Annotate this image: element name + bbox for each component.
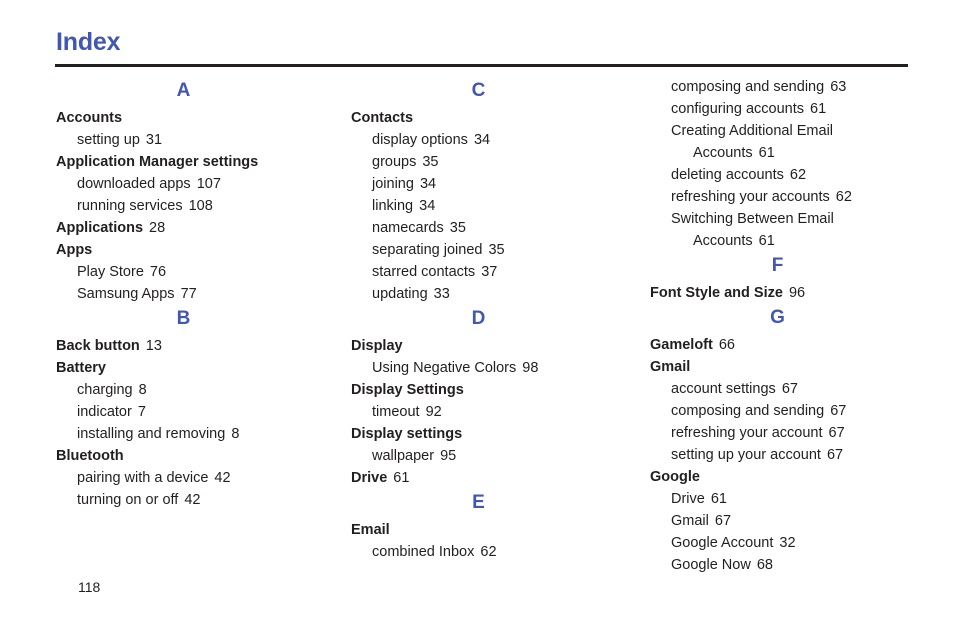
index-entry-subitem[interactable] — [351, 151, 634, 173]
index-entry-page-locator: 35 — [445, 220, 466, 236]
index-entry-heading[interactable] — [351, 379, 634, 401]
index-entry-label: Applications — [56, 220, 144, 236]
index-entry-subitem[interactable] — [351, 239, 634, 261]
index-entry-label: Battery — [56, 360, 106, 376]
index-entry-label: deleting accounts — [671, 167, 784, 183]
index-entry-page-locator: 37 — [477, 264, 498, 280]
index-entry-subitem[interactable] — [351, 129, 634, 151]
index-entry-page-locator: 8 — [134, 382, 147, 398]
index-entry-subitem[interactable] — [56, 467, 339, 489]
index-entry-page-locator: 7 — [133, 404, 146, 420]
section-letter-d: D — [471, 308, 486, 329]
index-entry-label: Accounts — [56, 110, 123, 126]
index-entry-label: Drive — [351, 470, 388, 486]
index-entry-continuation — [671, 142, 933, 164]
index-entry-label: Gmail — [650, 359, 691, 375]
index-entry-page-locator: 42 — [210, 470, 231, 486]
index-entry-label: Application Manager settings — [56, 154, 259, 170]
index-entry-label: Switching Between Email — [671, 211, 834, 227]
index-entry-page-locator: 96 — [784, 285, 806, 301]
index-entry-heading[interactable] — [650, 466, 933, 488]
index-entry-label: account settings — [671, 381, 776, 397]
index-entry-subitem[interactable] — [351, 217, 634, 239]
section-letter-c: C — [471, 80, 486, 101]
index-entry-page-locator: 92 — [421, 404, 442, 420]
index-entry-label: Gmail — [671, 513, 709, 529]
index-entry-continuation-label: Accounts — [693, 145, 753, 161]
index-entry-subitem[interactable] — [650, 76, 933, 98]
index-entry-label: Using Negative Colors — [372, 360, 517, 376]
index-entry-page-locator: 62 — [476, 544, 497, 560]
index-entry-label: Bluetooth — [56, 448, 124, 464]
index-entry-subitem[interactable] — [351, 445, 634, 467]
index-entry-subitem[interactable] — [56, 261, 339, 283]
index-entry-subitem[interactable] — [650, 378, 933, 400]
index-entry-subitem[interactable] — [351, 401, 634, 423]
index-entry-heading[interactable] — [351, 519, 634, 541]
index-entry-label: wallpaper — [372, 448, 435, 464]
index-entry-subitem[interactable] — [650, 532, 933, 554]
index-entry-label: composing and sending — [671, 403, 825, 419]
index-entry-label: Google Now — [671, 557, 751, 573]
index-entry-subitem[interactable] — [56, 195, 339, 217]
index-entry-subitem[interactable] — [650, 120, 933, 164]
index-entry-heading[interactable] — [56, 239, 339, 261]
index-entry-label: turning on or off — [77, 492, 179, 508]
index-entry-heading[interactable] — [56, 357, 339, 379]
index-entry-subitem[interactable] — [650, 444, 933, 466]
index-entry-page-locator: 67 — [822, 447, 844, 463]
index-entry-subitem[interactable] — [56, 283, 339, 305]
index-entry-page-locator: 63 — [826, 79, 847, 95]
index-entry-label: Drive — [671, 491, 705, 507]
index-entry-label: pairing with a device — [77, 470, 209, 486]
index-entry-heading[interactable] — [56, 217, 339, 239]
index-entry-label: Play Store — [77, 264, 144, 280]
index-entry-page-locator: 62 — [831, 189, 852, 205]
index-entry-page-locator: 67 — [824, 425, 845, 441]
section-letter-g: G — [770, 307, 785, 328]
index-entry-page-locator: 61 — [806, 101, 827, 117]
index-entry-subitem[interactable] — [650, 510, 933, 532]
index-entry-label: Email — [351, 522, 390, 538]
index-columns — [0, 76, 954, 576]
index-entry-page-locator: 32 — [775, 535, 796, 551]
section-letter-e: E — [472, 492, 485, 513]
index-entry-label: timeout — [372, 404, 420, 420]
index-entry-page-locator: 68 — [752, 557, 773, 573]
index-entry-page-locator: 35 — [418, 154, 439, 170]
index-entry-label: refreshing your accounts — [671, 189, 830, 205]
index-entry-label: Google Account — [671, 535, 774, 551]
index-entry-page-locator: 62 — [785, 167, 807, 183]
index-entry-page-locator: 76 — [145, 264, 167, 280]
index-entry-label: Display settings — [351, 426, 463, 442]
column-2 — [351, 76, 634, 563]
index-entry-page-locator: 34 — [469, 132, 491, 148]
index-entry-label: separating joined — [372, 242, 483, 258]
index-entry-label: Back button — [56, 338, 140, 354]
index-entry-label: Samsung Apps — [77, 286, 175, 302]
index-entry-page-locator: 34 — [415, 198, 436, 214]
index-entry-subitem[interactable] — [351, 173, 634, 195]
index-entry-page-locator: 35 — [484, 242, 505, 258]
index-entry-page-locator: 28 — [145, 220, 166, 236]
index-entry-page-locator: 107 — [192, 176, 221, 192]
index-entry-continuation-label: Accounts — [693, 233, 753, 249]
section-letter-f: F — [771, 255, 784, 276]
index-entry-subitem[interactable] — [650, 186, 933, 208]
index-entry-page-locator: 61 — [754, 233, 775, 249]
page-title: Index — [56, 28, 121, 56]
index-entry-subitem[interactable] — [650, 488, 933, 510]
index-entry-page-locator: 77 — [176, 286, 197, 302]
index-entry-label: namecards — [372, 220, 444, 236]
index-entry-heading[interactable] — [351, 467, 634, 489]
index-entry-label: display options — [372, 132, 468, 148]
index-entry-page-locator: 42 — [180, 492, 201, 508]
section-letter-a: A — [176, 80, 191, 101]
index-entry-label: composing and sending — [671, 79, 825, 95]
index-entry-page-locator: 67 — [710, 513, 732, 529]
index-entry-subitem[interactable] — [351, 541, 634, 563]
index-entry-subitem[interactable] — [650, 400, 933, 422]
index-entry-heading[interactable] — [650, 334, 933, 356]
index-entry-label: charging — [77, 382, 133, 398]
index-entry-subitem[interactable] — [650, 208, 933, 252]
index-entry-heading[interactable] — [56, 445, 339, 467]
index-entry-heading[interactable] — [56, 151, 339, 173]
index-entry-label: combined Inbox — [372, 544, 475, 560]
index-entry-page-locator: 67 — [777, 381, 798, 397]
index-entry-continuation — [671, 230, 933, 252]
index-entry-label: Display — [351, 338, 403, 354]
index-entry-label: joining — [372, 176, 414, 192]
index-entry-page-locator: 8 — [227, 426, 240, 442]
index-entry-page-locator: 67 — [826, 403, 847, 419]
index-entry-subitem[interactable] — [56, 489, 339, 511]
index-entry-subitem[interactable] — [650, 554, 933, 576]
index-entry-page-locator: 98 — [518, 360, 539, 376]
index-entry-subitem[interactable] — [351, 195, 634, 217]
index-entry-subitem[interactable] — [351, 261, 634, 283]
index-entry-label: Contacts — [351, 110, 414, 126]
index-entry-heading[interactable] — [56, 107, 339, 129]
index-entry-subitem[interactable] — [351, 357, 634, 379]
index-entry-label: groups — [372, 154, 417, 170]
index-entry-label: running services — [77, 198, 183, 214]
index-entry-page-locator: 31 — [141, 132, 163, 148]
index-entry-page-locator: 108 — [184, 198, 213, 214]
index-entry-label: Display Settings — [351, 382, 464, 398]
index-entry-subitem[interactable] — [56, 423, 339, 445]
index-entry-heading[interactable] — [650, 282, 933, 304]
index-entry-subitem[interactable] — [650, 98, 933, 120]
index-entry-label: Google — [650, 469, 700, 485]
index-entry-label: setting up — [77, 132, 140, 148]
page-number: 118 — [78, 579, 101, 595]
index-entry-label: linking — [372, 198, 414, 214]
index-entry-subitem[interactable] — [650, 164, 933, 186]
index-entry-label: setting up your account — [671, 447, 821, 463]
index-entry-page-locator: 61 — [389, 470, 410, 486]
index-entry-heading[interactable] — [56, 335, 339, 357]
index-entry-heading[interactable] — [351, 423, 634, 445]
index-entry-label: downloaded apps — [77, 176, 191, 192]
index-entry-label: installing and removing — [77, 426, 226, 442]
column-3 — [650, 76, 933, 576]
title-divider — [55, 64, 908, 67]
index-entry-subitem[interactable] — [56, 173, 339, 195]
index-entry-page-locator: 34 — [415, 176, 437, 192]
index-entry-page-locator: 61 — [706, 491, 728, 507]
index-entry-label: Creating Additional Email — [671, 123, 834, 139]
index-entry-label: refreshing your account — [671, 425, 823, 441]
index-entry-label: indicator — [77, 404, 132, 420]
index-entry-heading[interactable] — [650, 356, 933, 378]
section-letter-b: B — [176, 308, 191, 329]
index-entry-subitem[interactable] — [56, 379, 339, 401]
index-entry-label: updating — [372, 286, 428, 302]
index-entry-page-locator: 33 — [429, 286, 450, 302]
index-entry-label: starred contacts — [372, 264, 476, 280]
index-entry-subitem[interactable] — [56, 129, 339, 151]
column-1 — [56, 76, 339, 511]
index-entry-subitem[interactable] — [351, 283, 634, 305]
index-entry-subitem[interactable] — [650, 422, 933, 444]
index-entry-label: Apps — [56, 242, 93, 258]
index-entry-heading[interactable] — [351, 107, 634, 129]
index-entry-heading[interactable] — [351, 335, 634, 357]
index-entry-page-locator: 61 — [754, 145, 775, 161]
index-entry-label: Gameloft — [650, 337, 713, 353]
index-entry-subitem[interactable] — [56, 401, 339, 423]
index-entry-label: Font Style and Size — [650, 285, 783, 301]
index-entry-page-locator: 66 — [714, 337, 736, 353]
index-entry-label: configuring accounts — [671, 101, 804, 117]
index-entry-page-locator: 95 — [436, 448, 457, 464]
index-entry-page-locator: 13 — [141, 338, 162, 354]
